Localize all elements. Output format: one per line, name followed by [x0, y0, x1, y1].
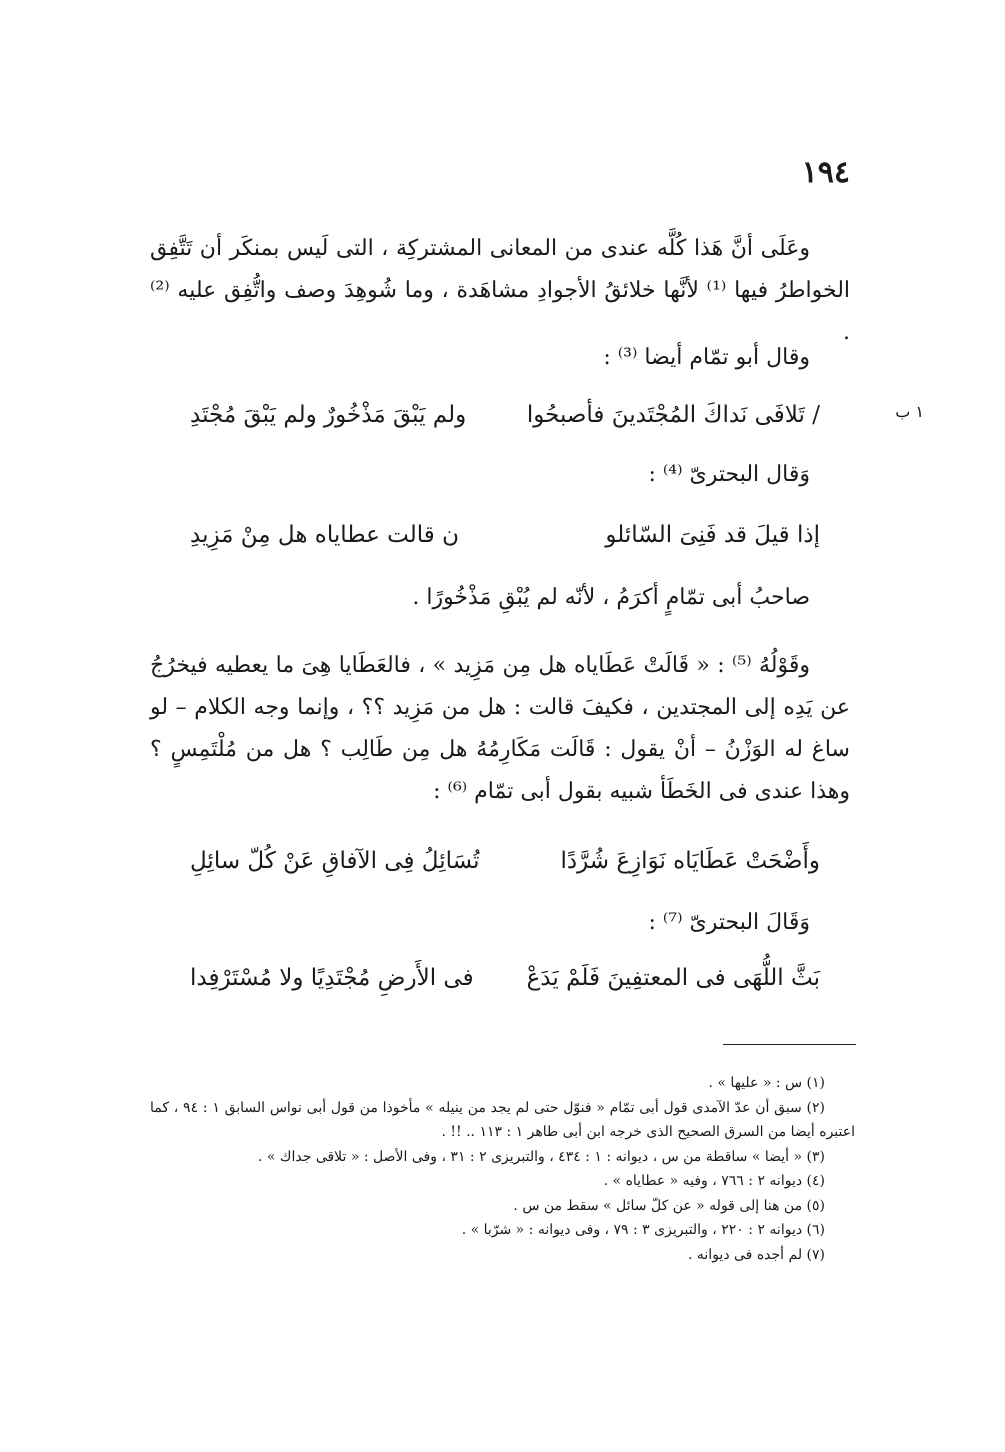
- manuscript-folio-note: ١ ب: [895, 402, 924, 421]
- verse-second-hemistich: ولم يَبْقَ مَذْخُورٌ ولم يَبْقَ مُجْتَدِ: [190, 402, 467, 428]
- verse-second-hemistich: فى الأَرضِ مُجْتَدِيًا ولا مُسْتَرْفِدا: [190, 965, 474, 991]
- footnote-7: (٧) لم أجده فى ديوانه .: [688, 1246, 825, 1263]
- paragraph-text: وقَوْلُهُ ⁽⁵⁾ : « قَالَتْ عَطَاياه هل مِن مَزِيد » ، فالعَطَايا هِىَ ما يعطيه فيخرُجُ عن يَدِه إلى المجتدين ، فكيفَ قالت : هل من مَزِيد ؟؟ ، وإنما وجه الكلام – لو ساغ له الوَزْنُ – أنْ يقول : قَالَت مَكَارِمُهُ هل مِن طَالِب ؟ هل من مُلْتَمِسٍ ؟ وهذا عندى فى الخَطَأ شبيه بقول أبى تمّام ⁽⁶⁾ :: [150, 653, 850, 804]
- footnote-divider: [723, 1044, 856, 1045]
- intro-buhturi-2: وَقَالَ البحترىّ ⁽⁷⁾ :: [648, 910, 810, 935]
- footnote-4: (٤) ديوانه ٢ : ٧٦٦ ، وفيه « عطاياه » .: [603, 1173, 825, 1189]
- verse-buhturi-2: [190, 965, 820, 991]
- verse-abu-tammam-1: [190, 402, 820, 428]
- verse-first-hemistich: بَثَّ اللُّهَى فى المعتفِينَ فَلَمْ يَدَعْ: [526, 965, 820, 991]
- verse-second-hemistich: ن قالت عطاياه هل مِنْ مَزِيدِ: [190, 522, 459, 548]
- footnote-5: (٥) من هنا إلى قوله « عن كلّ سائل » سقط من س .: [513, 1197, 825, 1214]
- paragraph-critique: [150, 645, 850, 813]
- paragraph-text: وعَلَى أنَّ هَذا كُلَّه عندى من المعانى المشتركِة ، التى لَيس بمنكَر أن تَتَّفِق الخواطرُ فيها ⁽¹⁾ لأنَّها خلائقُ الأجوادِ مشاهَدة ، وما شُوهِدَ وصف واتُّفِق عليه ⁽²⁾ .: [150, 236, 851, 345]
- paragraph-common-meanings: [150, 228, 850, 354]
- footnote-6: (٦) ديوانه ٢ : ٢٢٠ ، والتبريزى ٣ : ٧٩ ، وفى ديوانه : « شرّبا » .: [461, 1222, 825, 1238]
- footnote-2: (٢) سبق أن عدّ الآمدى قول أبى تمّام « فنوّل حتى لم يجد من ينيله » مأخوذا من قول أبى نواس السابق ١ : ٩٤ ، كما اعتبره أيضا من السرق الصحيح الذى خرجه ابن أبى طاهر ١ : ١١٣ .. !! .: [150, 1099, 855, 1140]
- comparison-remark: صاحبُ أبى تمّامٍ أكرَمُ ، لأنّه لم يُبْقِ مَذْخُورًا .: [412, 585, 810, 610]
- footnote-1: (١) س : « عليها » .: [708, 1075, 825, 1091]
- page-number: ١٩٤: [801, 155, 850, 190]
- verse-first-hemistich: / تَلافَى نَداكَ المُجْتَدينَ فأصبحُوا: [526, 402, 820, 428]
- verse-abu-tammam-2: [190, 848, 820, 874]
- verse-buhturi-1: [190, 522, 820, 548]
- verse-first-hemistich: إذا قيلَ قد فَنِىَ السّائلو: [605, 522, 820, 548]
- footnotes: [150, 1071, 855, 1267]
- verse-first-hemistich: وأَضْحَتْ عَطَايَاه نَوَازِعَ شُرَّدًا: [560, 848, 820, 874]
- intro-abu-tammam: وقال أبو تمّام أيضا ⁽³⁾ :: [603, 345, 810, 370]
- verse-second-hemistich: تُسَائِلُ فِى الآفاقِ عَنْ كُلّ سائِلِ: [190, 848, 480, 874]
- intro-buhturi-1: وَقال البحترىّ ⁽⁴⁾ :: [648, 462, 810, 487]
- footnote-3: (٣) « أيضا » ساقطة من س ، ديوانه : ١ : ٤٣٤ ، والتبريزى ٢ : ٣١ ، وفى الأصل : « تلاقى جداك » .: [258, 1148, 825, 1165]
